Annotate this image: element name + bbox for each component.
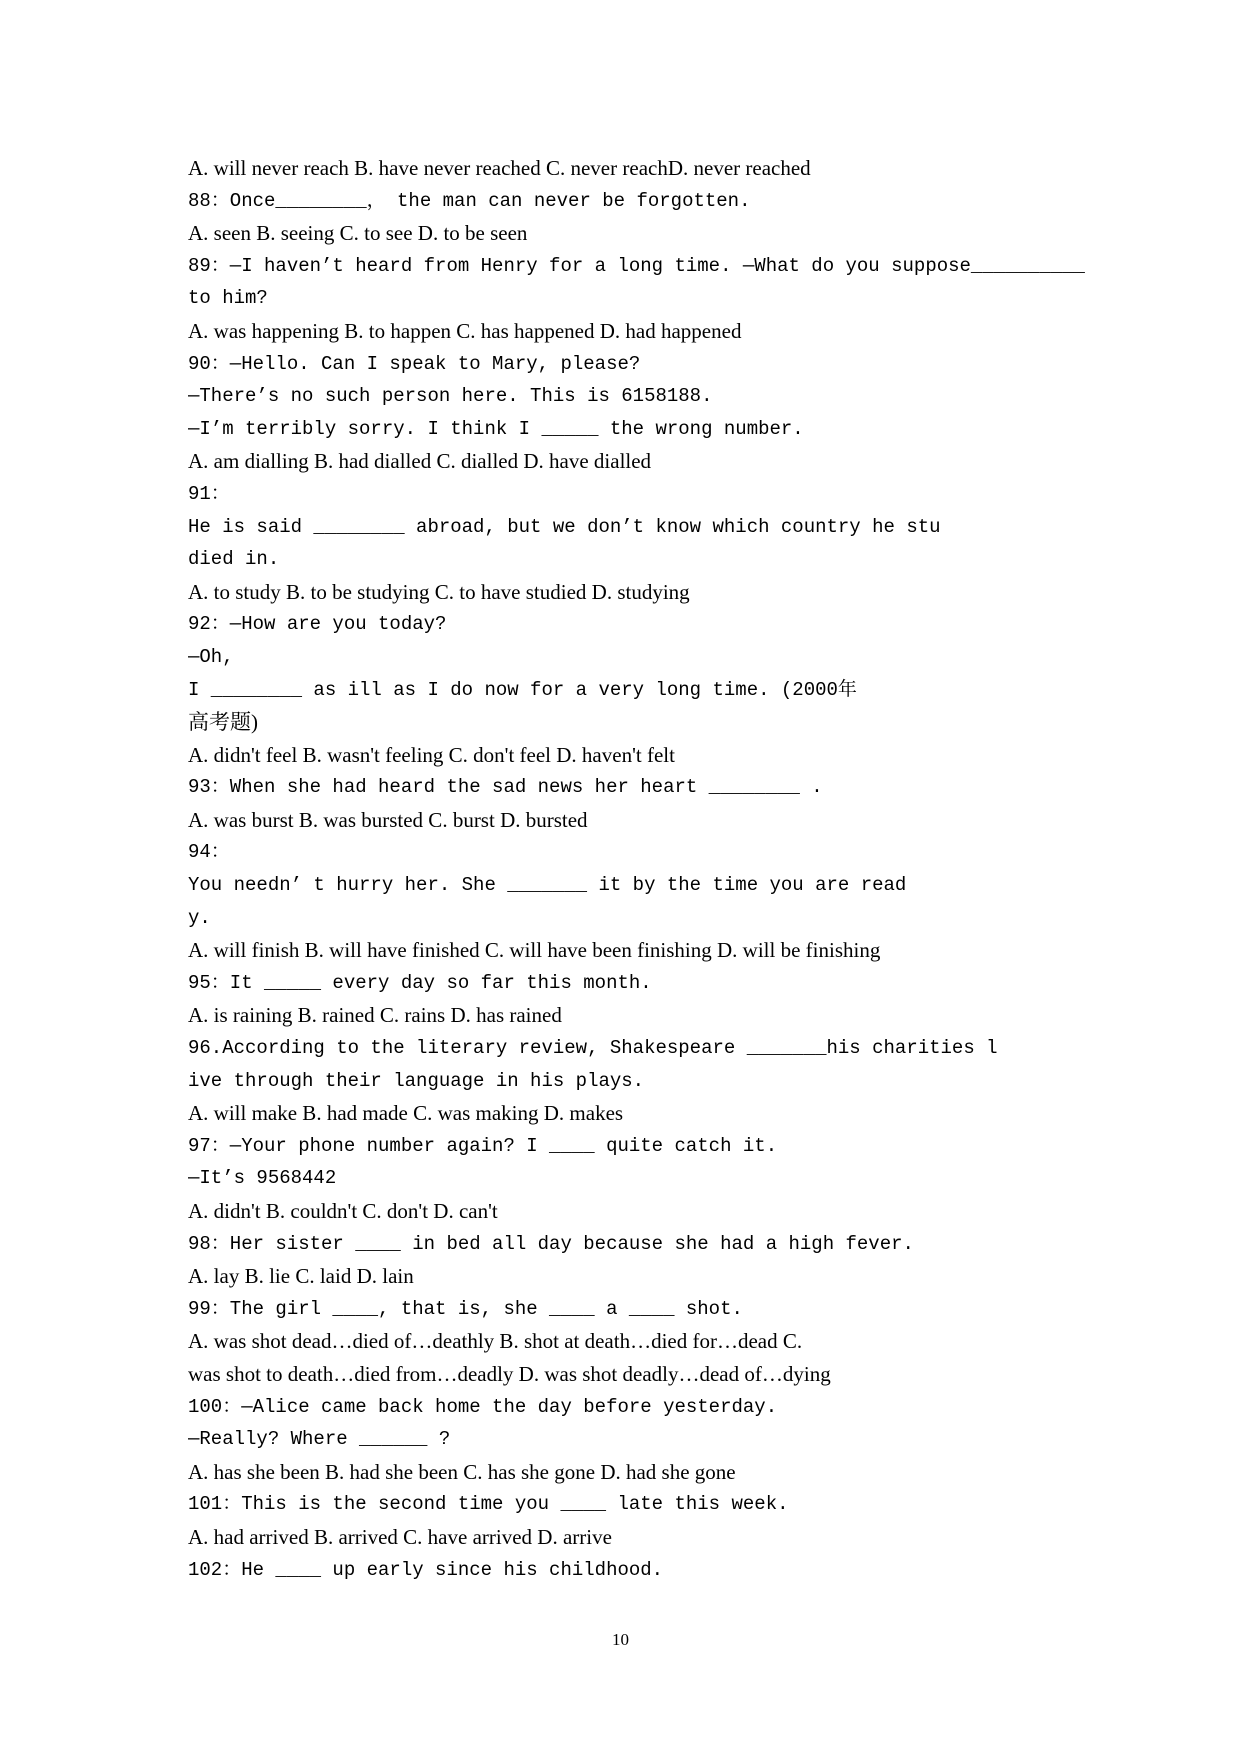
q89-question: 89：—I haven’t heard from Henry for a long time. —What do you suppose__________ xyxy=(188,254,1085,277)
q101-options: A. had arrived B. arrived C. have arrived D. arrive xyxy=(188,1524,612,1549)
q95-question: 95：It _____ every day so far this month. xyxy=(188,971,652,994)
q91-number: 91： xyxy=(188,482,230,505)
q96-question-cont: ive through their language in his plays. xyxy=(188,1069,645,1092)
q100-dialogue: —Really? Where ______ ? xyxy=(188,1428,451,1451)
q90-options: A. am dialling B. had dialled C. dialled D. have dialled xyxy=(188,449,652,474)
q99-options: A. was shot dead…died of…deathly B. shot at death…died for…dead C. xyxy=(188,1329,803,1354)
q87-options: A. will never reach B. have never reached C. never reachD. never reached xyxy=(188,156,811,180)
q92-source: 高考题) xyxy=(188,710,258,735)
q94-number: 94： xyxy=(188,841,230,864)
q101-question: 101：This is the second time you ____ late this week. xyxy=(188,1493,789,1516)
q99-question: 99：The girl ____, that is, she ____ a ____ shot. xyxy=(188,1297,743,1320)
q97-options: A. didn't B. couldn't C. don't D. can't xyxy=(188,1199,498,1223)
q99-options-cont: was shot to death…died from…deadly D. was shot deadly…dead of…dying xyxy=(188,1361,831,1386)
q98-options: A. lay B. lie C. laid D. lain xyxy=(188,1264,414,1289)
q90-dialogue-1: —There’s no such person here. This is 6158188. xyxy=(188,385,713,408)
q89-options: A. was happening B. to happen C. has happened D. had happened xyxy=(188,318,742,343)
q96-options: A. will make B. had made C. was making D. makes xyxy=(188,1101,624,1126)
q102-question: 102：He ____ up early since his childhood. xyxy=(188,1558,664,1581)
q92-dialogue-1: —Oh, xyxy=(188,645,234,668)
q90-dialogue-2: —I’m terribly sorry. I think I _____ the wrong number. xyxy=(188,417,804,440)
q88-options: A. seen B. seeing C. to see D. to be seen xyxy=(188,221,528,246)
q97-question: 97：—Your phone number again? I ____ quite catch it. xyxy=(188,1134,778,1157)
exercise-list xyxy=(188,152,1088,1586)
q90-question: 90：—Hello. Can I speak to Mary, please? xyxy=(188,352,641,375)
q97-dialogue: —It’s 9568442 xyxy=(188,1167,337,1190)
page-number: 10 xyxy=(612,1630,629,1649)
q94-question: You needn’ t hurry her. She _______ it by the time you are read xyxy=(188,874,907,897)
q91-question-cont: died in. xyxy=(188,548,280,571)
q94-options: A. will finish B. will have finished C. will have been finishing D. will be finishing xyxy=(188,938,881,963)
q94-question-cont: y. xyxy=(188,906,211,929)
q98-question: 98：Her sister ____ in bed all day because she had a high fever. xyxy=(188,1232,914,1255)
q91-question: He is said ________ abroad, but we don’t know which country he stu xyxy=(188,515,941,538)
q91-options: A. to study B. to be studying C. to have studied D. studying xyxy=(188,579,690,604)
q100-question: 100：—Alice came back home the day before yesterday. xyxy=(188,1395,778,1418)
q96-question: 96.According to the literary review, Shakespeare _______his charities l xyxy=(188,1037,998,1060)
q93-question: 93：When she had heard the sad news her heart ________ . xyxy=(188,776,823,799)
q92-options: A. didn't feel B. wasn't feeling C. don't feel D. haven't felt xyxy=(188,742,675,767)
q93-options: A. was burst B. was bursted C. burst D. bursted xyxy=(188,807,588,832)
q88-question: 88：Once________， the man can never be forgotten. xyxy=(188,189,751,212)
q92-dialogue-2: I ________ as ill as I do now for a very long time. (2000年 xyxy=(188,678,857,701)
q100-options: A. has she been B. had she been C. has she gone D. had she gone xyxy=(188,1459,736,1484)
q92-question: 92：—How are you today? xyxy=(188,613,447,636)
q89-question-cont: to him? xyxy=(188,287,268,310)
q95-options: A. is raining B. rained C. rains D. has rained xyxy=(188,1003,562,1028)
